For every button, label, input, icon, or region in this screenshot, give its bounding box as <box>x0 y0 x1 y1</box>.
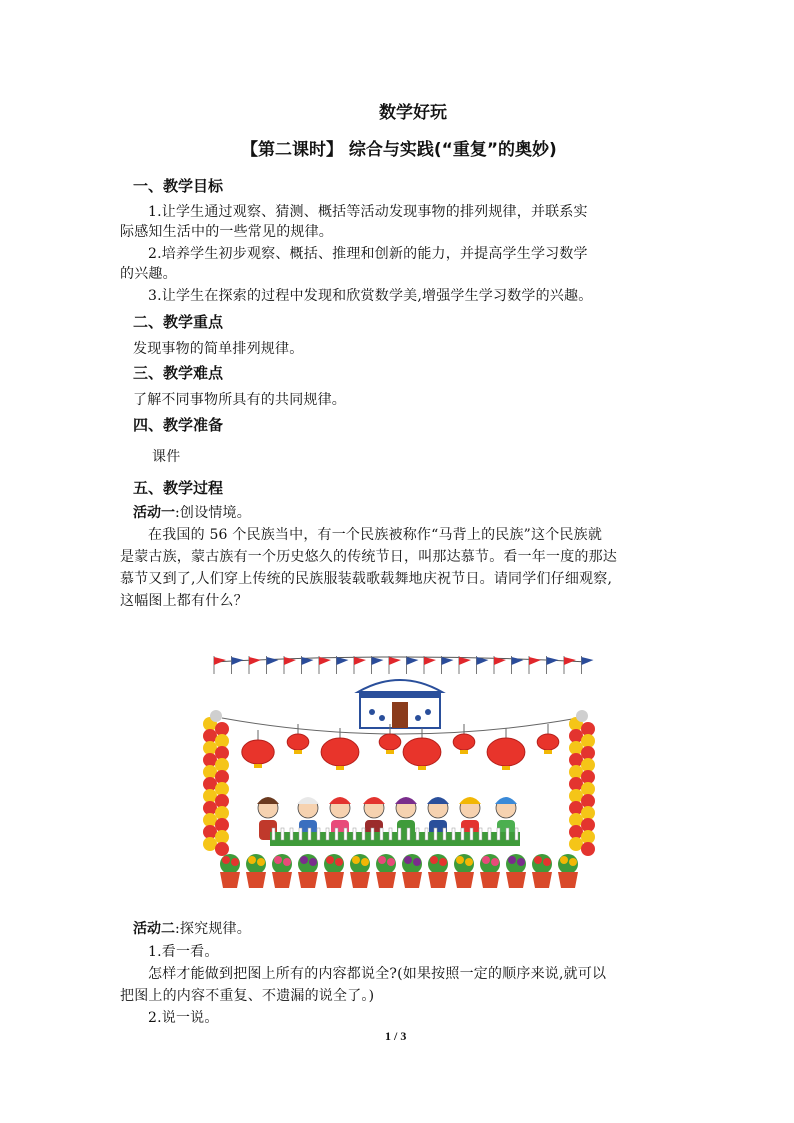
fence-post <box>317 828 320 840</box>
section-heading-difficulties: 三、教学难点 <box>133 364 224 382</box>
activity-label: 活动一 <box>133 505 175 521</box>
fence-post <box>281 828 284 840</box>
fence-post <box>515 828 518 840</box>
flag-icon <box>547 657 559 665</box>
flag-icon <box>267 657 279 665</box>
lantern-icon <box>453 734 475 750</box>
flag-icon <box>407 657 419 665</box>
fence-post <box>443 828 446 840</box>
flower-icon <box>387 858 395 866</box>
bunting-flags <box>214 656 594 674</box>
page-title: 数学好玩 <box>379 103 447 123</box>
flower-icon <box>560 856 568 864</box>
section-heading-preparation: 四、教学准备 <box>133 416 224 434</box>
balloon-icon <box>569 777 583 791</box>
balloon-icon <box>569 765 583 779</box>
balloon-icon <box>581 842 595 856</box>
lantern-tassel <box>336 766 344 770</box>
paragraph-line: 1.看一看。 <box>148 944 219 960</box>
lantern-icon <box>487 738 525 766</box>
fence-post <box>308 828 311 840</box>
fence-post <box>326 828 329 840</box>
balloon-icon <box>215 842 229 856</box>
flower-icon <box>534 856 542 864</box>
balloon-icon <box>203 729 217 743</box>
balloon-icon <box>215 746 229 760</box>
fence-post <box>389 828 392 840</box>
fence-post <box>416 828 419 840</box>
balloon-icon <box>569 789 583 803</box>
fence-post <box>407 828 410 840</box>
balloon-icon <box>215 782 229 796</box>
flower-pot-icon <box>350 872 370 888</box>
lantern-tassel <box>460 750 468 754</box>
fence-post <box>452 828 455 840</box>
balloon-icon <box>569 753 583 767</box>
flower-icon <box>231 858 239 866</box>
child-hat <box>297 797 319 804</box>
balloon-icon <box>215 794 229 808</box>
flower-pot-icon <box>402 872 422 888</box>
flower-pot-icon <box>376 872 396 888</box>
paragraph-line: 在我国的 56 个民族当中，有一个民族被称作“马背上的民族”这个民族就 <box>148 527 603 543</box>
fence-post <box>335 828 338 840</box>
fence-post <box>272 828 275 840</box>
flower-icon <box>257 858 265 866</box>
flower-icon <box>335 858 343 866</box>
flower-icon <box>430 856 438 864</box>
activity-two-title <box>133 918 251 938</box>
child-hat <box>329 797 351 804</box>
fence-post <box>353 828 356 840</box>
flower-pot-icon <box>428 872 448 888</box>
page-number: 1 / 3 <box>385 1029 407 1043</box>
fence-post <box>479 828 482 840</box>
flower-pot-icon <box>558 872 578 888</box>
lantern-tassel <box>544 750 552 754</box>
flag-icon <box>442 657 454 665</box>
balloon-icon <box>215 758 229 772</box>
fence-post <box>290 828 293 840</box>
fence-post <box>506 828 509 840</box>
paragraph-line: 这幅图上都有什么？ <box>120 593 248 609</box>
flag-icon <box>354 657 366 665</box>
paragraph-line: 怎样才能做到把图上所有的内容都说全?(如果按照一定的顺序来说,就可以 <box>148 966 607 982</box>
balloon-icon <box>581 794 595 808</box>
flower-pot-icon <box>246 872 266 888</box>
fence-post <box>488 828 491 840</box>
balloon-icon <box>569 813 583 827</box>
balloon-icon <box>203 765 217 779</box>
flower-icon <box>517 858 525 866</box>
flower-icon <box>283 858 291 866</box>
paragraph-line: 际感知生活中的一些常见的规律。 <box>120 224 333 240</box>
paragraph-line: 把图上的内容不重复、不遗漏的说全了。) <box>120 988 375 1004</box>
lantern-icon <box>242 740 274 764</box>
lantern-icon <box>321 738 359 766</box>
flower-icon <box>378 856 386 864</box>
balloon-icon <box>215 830 229 844</box>
paragraph-line: 课件 <box>152 449 181 465</box>
flag-icon <box>249 657 261 665</box>
flower-pot-icon <box>480 872 500 888</box>
fence-post <box>461 828 464 840</box>
flower-icon <box>465 858 473 866</box>
flag-icon <box>582 657 594 665</box>
flag-icon <box>389 657 401 665</box>
lantern-tassel <box>294 750 302 754</box>
activity-label: 活动二 <box>133 921 175 937</box>
flag-icon <box>512 657 524 665</box>
lantern-icon <box>537 734 559 750</box>
flag-icon <box>459 657 471 665</box>
flower-icon <box>491 858 499 866</box>
balloon-icon <box>581 818 595 832</box>
pole-cap <box>210 710 222 722</box>
flower-icon <box>404 856 412 864</box>
lantern-tassel <box>254 764 262 768</box>
lantern-tassel <box>502 766 510 770</box>
flower-pot-icon <box>220 872 240 888</box>
balloon-icon <box>569 741 583 755</box>
balloon-icon <box>215 734 229 748</box>
red-lanterns <box>242 724 559 770</box>
fence-post <box>398 828 401 840</box>
activity-one-title <box>133 502 251 522</box>
flower-icon <box>569 858 577 866</box>
fence-post <box>362 828 365 840</box>
flower-icon <box>439 858 447 866</box>
paragraph-line: 了解不同事物所具有的共同规律。 <box>133 392 346 408</box>
flower-icon <box>352 856 360 864</box>
flower-icon <box>300 856 308 864</box>
fence-post <box>470 828 473 840</box>
flag-icon <box>372 657 384 665</box>
child-hat <box>257 797 279 804</box>
paragraph-line: 2.培养学生初步观察、概括、推理和创新的能力，并提高学生学习数学 <box>148 246 588 262</box>
child-hat <box>395 797 417 804</box>
balloon-icon <box>215 770 229 784</box>
balloon-icon <box>569 801 583 815</box>
lantern-icon <box>379 734 401 750</box>
lesson-subtitle: 【第二课时】 综合与实践(“重复”的奥妙) <box>241 140 557 160</box>
balloon-icon <box>581 830 595 844</box>
flower-icon <box>361 858 369 866</box>
flag-icon <box>424 657 436 665</box>
flower-pot-icon <box>506 872 526 888</box>
flag-icon <box>529 657 541 665</box>
balloon-icon <box>203 801 217 815</box>
child-hat <box>495 797 517 804</box>
flower-icon <box>508 856 516 864</box>
flower-icon <box>309 858 317 866</box>
grass-strip <box>270 832 520 846</box>
child-hat <box>427 797 449 804</box>
lantern-tassel <box>386 750 394 754</box>
flower-icon <box>482 856 490 864</box>
paragraph-line: 是蒙古族，蒙古族有一个历史悠久的传统节日，叫那达慕节。看一年一度的那达 <box>120 549 617 565</box>
paragraph-line: 的兴趣。 <box>120 266 177 282</box>
flower-icon <box>413 858 421 866</box>
flower-pot-icon <box>324 872 344 888</box>
fence-post <box>497 828 500 840</box>
paragraph-line: 1.让学生通过观察、猜测、概括等活动发现事物的排列规律，并联系实 <box>148 204 588 220</box>
lantern-icon <box>287 734 309 750</box>
balloon-icon <box>569 729 583 743</box>
lantern-icon <box>403 738 441 766</box>
balloon-icon <box>581 758 595 772</box>
naadam-festival-illustration <box>200 640 600 900</box>
flower-icon <box>456 856 464 864</box>
flower-icon <box>222 856 230 864</box>
flower-pot-icon <box>298 872 318 888</box>
activity-label-rest: :创设情境。 <box>175 505 251 521</box>
balloon-icon <box>203 753 217 767</box>
child-hat <box>459 797 481 804</box>
child-hat <box>363 797 385 804</box>
flower-pot-icon <box>454 872 474 888</box>
flower-icon <box>543 858 551 866</box>
fence-post <box>344 828 347 840</box>
balloon-icon <box>215 818 229 832</box>
section-heading-key-points: 二、教学重点 <box>133 313 224 331</box>
balloon-icon <box>203 789 217 803</box>
paragraph-line: 3.让学生在探索的过程中发现和欣赏数学美,增强学生学习数学的兴趣。 <box>148 288 593 304</box>
balloon-icon <box>203 741 217 755</box>
flower-pot-icon <box>532 872 552 888</box>
balloon-icon <box>581 770 595 784</box>
paragraph-line: 发现事物的简单排列规律。 <box>133 341 304 357</box>
flower-icon <box>274 856 282 864</box>
balloon-icon <box>203 825 217 839</box>
balloon-icon <box>581 746 595 760</box>
balloon-icon <box>569 837 583 851</box>
pole-cap <box>576 710 588 722</box>
activity-label-rest: :探究规律。 <box>175 921 251 937</box>
flower-icon <box>326 856 334 864</box>
balloon-icon <box>569 825 583 839</box>
balloon-icon <box>215 722 229 736</box>
section-heading-goals: 一、教学目标 <box>133 177 224 195</box>
flower-icon <box>248 856 256 864</box>
flag-icon <box>337 657 349 665</box>
fence-post <box>425 828 428 840</box>
yurt-icon <box>358 680 442 728</box>
fence-post <box>299 828 302 840</box>
balloon-icon <box>203 837 217 851</box>
flower-pots <box>220 854 578 888</box>
fence-post <box>371 828 374 840</box>
balloon-icon <box>215 806 229 820</box>
paragraph-line: 慕节又到了,人们穿上传统的民族服装载歌载舞地庆祝节日。请同学们仔细观察, <box>120 571 613 587</box>
fence-post <box>434 828 437 840</box>
lantern-tassel <box>418 766 426 770</box>
balloon-icon <box>581 734 595 748</box>
fence-post <box>380 828 383 840</box>
balloon-icon <box>581 806 595 820</box>
balloon-icon <box>203 777 217 791</box>
section-heading-process: 五、教学过程 <box>133 479 224 497</box>
balloon-icon <box>203 813 217 827</box>
paragraph-line: 2.说一说。 <box>148 1010 219 1026</box>
flower-pot-icon <box>272 872 292 888</box>
balloon-icon <box>581 722 595 736</box>
balloon-icon <box>581 782 595 796</box>
